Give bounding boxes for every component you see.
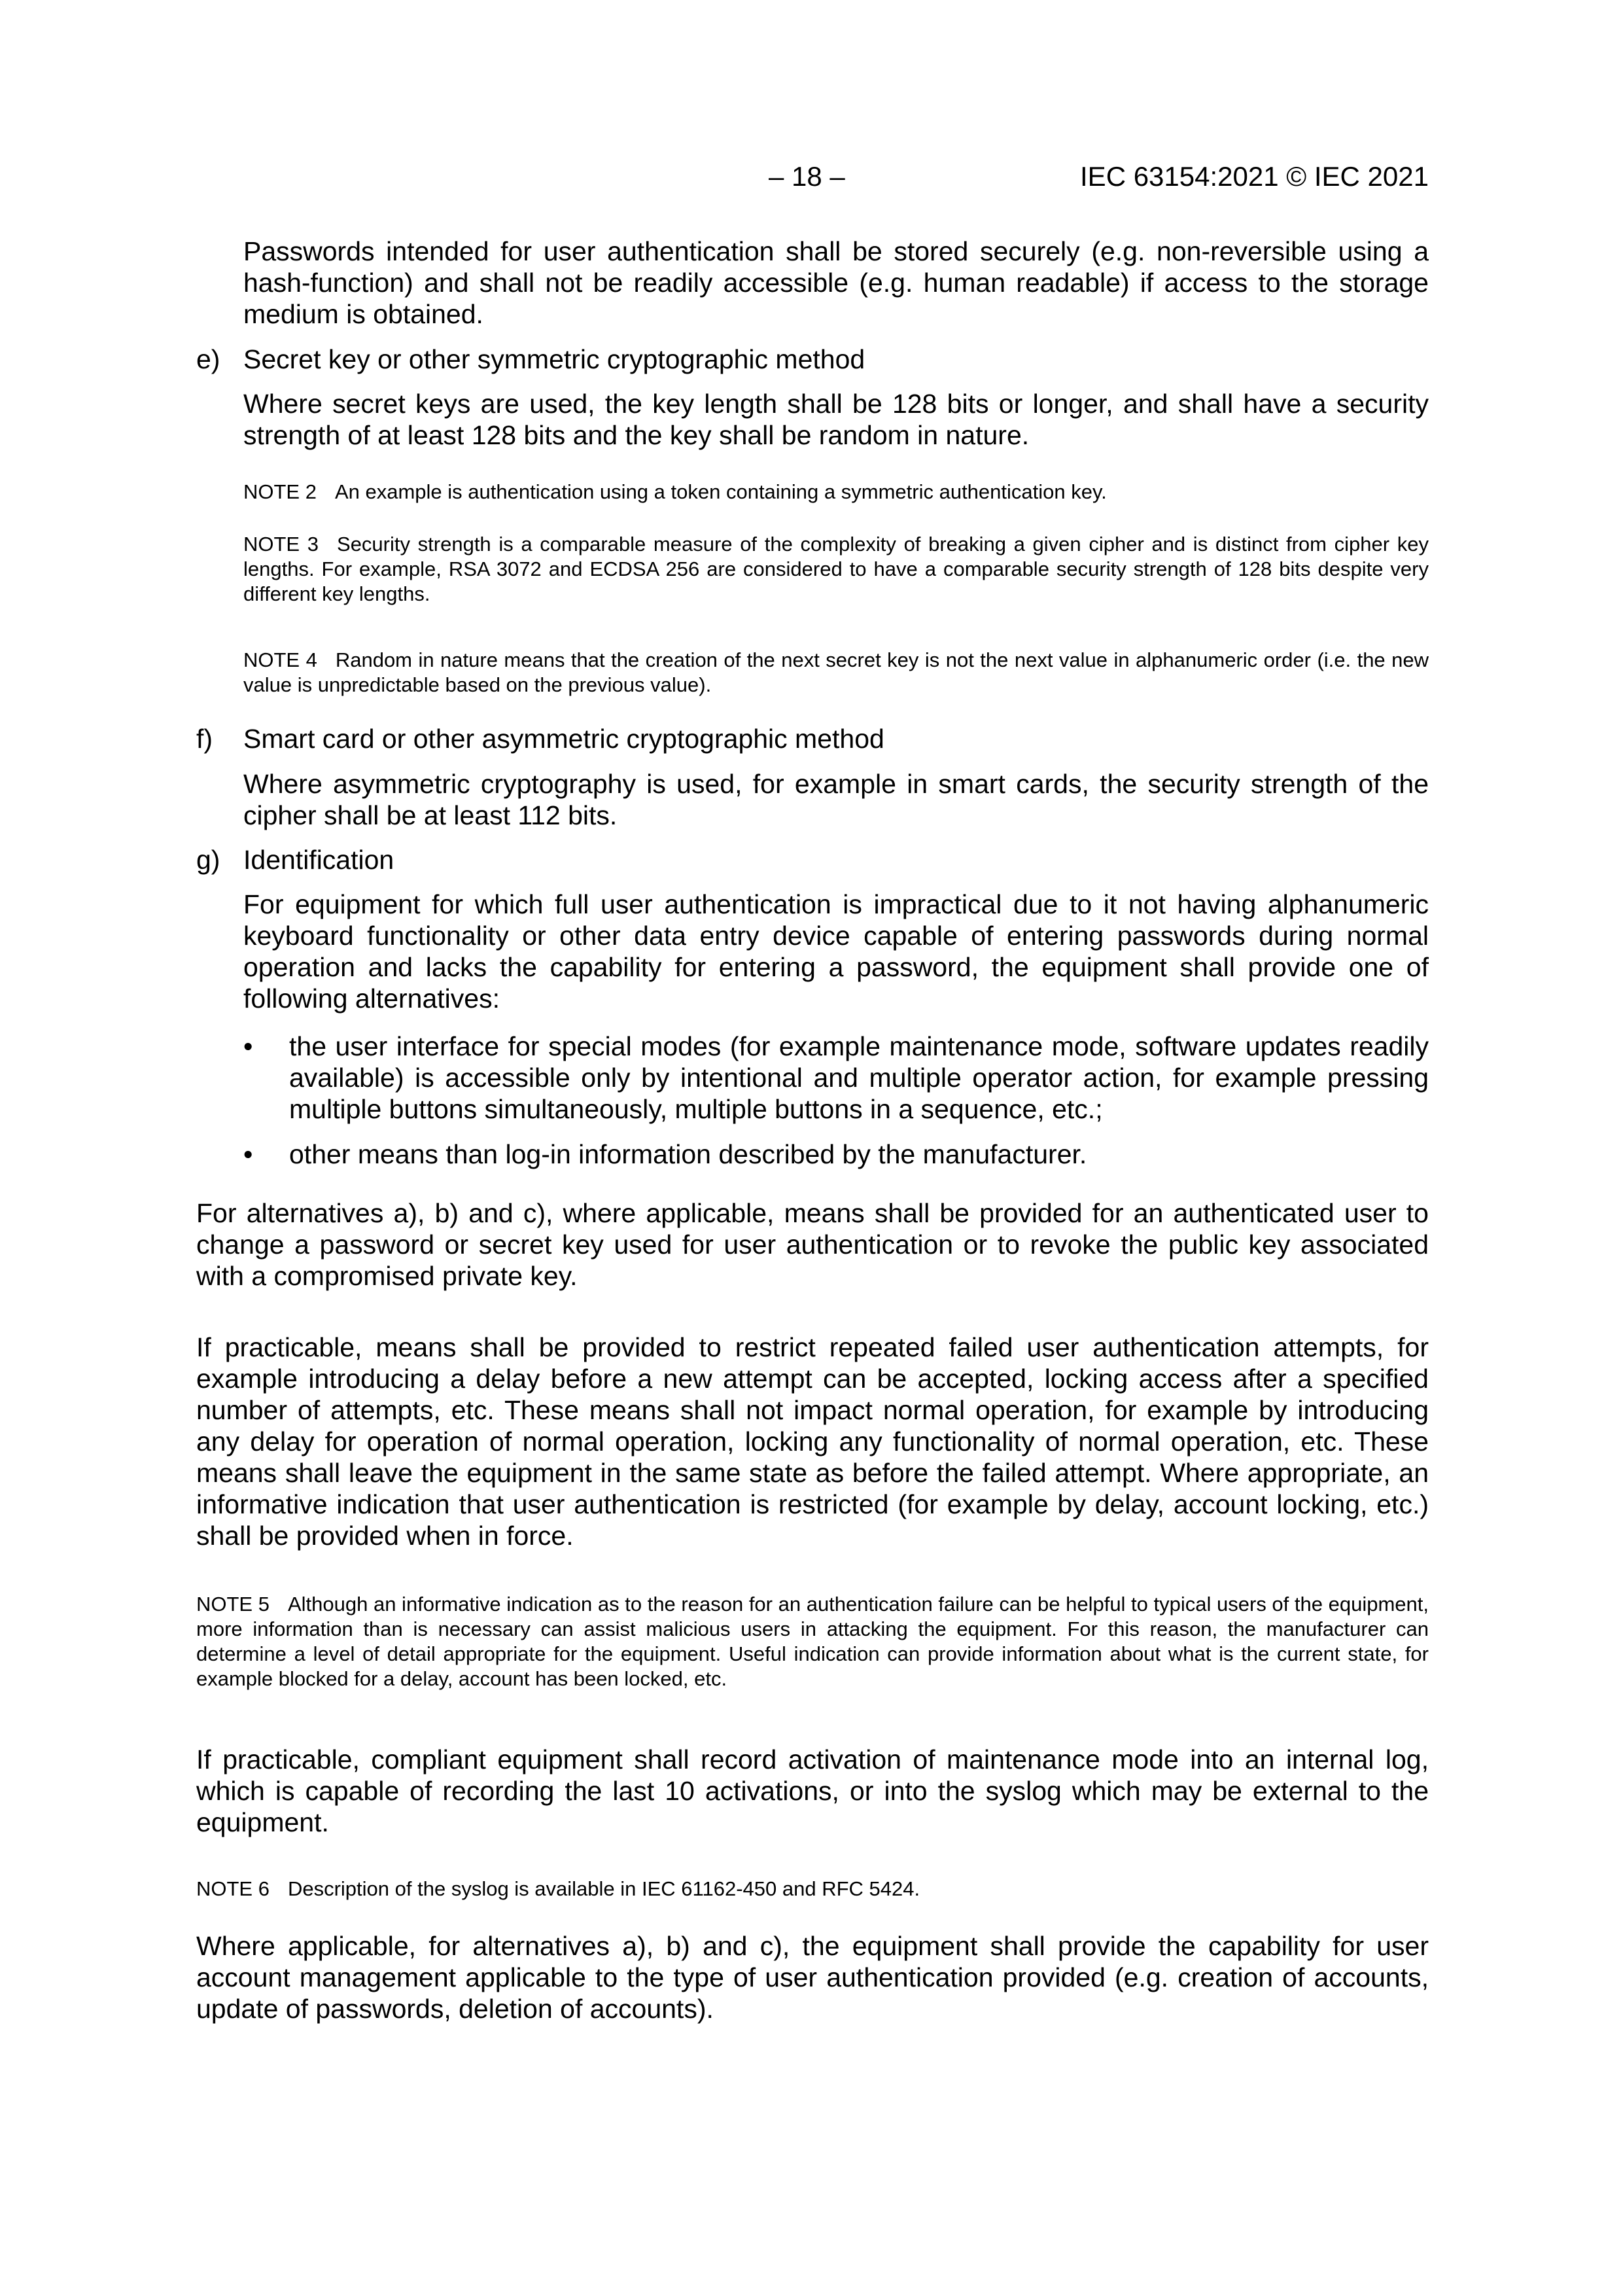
- bullet-icon: •: [243, 1139, 253, 1169]
- maintenance-log-paragraph: If practicable, compliant equipment shall record activation of maintenance mode into an internal log, which is capable of recording the last 10 activations, or into the syslog which may be external to the equipment.: [196, 1744, 1429, 1837]
- identification-paragraph: For equipment for which full user authentication is impractical due to it not having alphanumeric keyboard functionality or other data entry device capable of entering passwords during normal operation and lacks the capability for entering a password, the equipment shall provide one of following alternatives:: [243, 889, 1429, 1014]
- passwords-paragraph: Passwords intended for user authentication shall be stored securely (e.g. non-reversible using a hash-function) and shall not be readily accessible (e.g. human readable) if access to the storage medium is obtained.: [243, 236, 1429, 329]
- note-2-text: An example is authentication using a token containing a symmetric authentication key.: [334, 480, 1107, 503]
- note-5: [196, 1592, 1429, 1691]
- secret-key-paragraph: Where secret keys are used, the key length shall be 128 bits or longer, and shall have a security strength of at least 128 bits and the key shall be random in nature.: [243, 389, 1429, 450]
- note-3-label: NOTE 3: [243, 533, 319, 556]
- list-marker-e: e): [196, 344, 220, 374]
- note-2: [243, 480, 1429, 504]
- list-title-g: Identification: [243, 845, 394, 875]
- note-6-label: NOTE 6: [196, 1877, 270, 1900]
- note-4: [243, 648, 1429, 698]
- page-header: [196, 157, 1429, 196]
- bullet-icon: •: [243, 1031, 253, 1061]
- note-6-text: Description of the syslog is available in IEC 61162-450 and RFC 5424.: [287, 1877, 920, 1900]
- note-3: [243, 532, 1429, 607]
- page-number: – 18 –: [769, 161, 845, 192]
- note-4-label: NOTE 4: [243, 648, 317, 671]
- list-marker-f: f): [196, 724, 213, 754]
- note-5-text: Although an informative indication as to the reason for an authentication failure can be helpful to typical users of the equipment, more information than is necessary can assist malicious users in attacking the equipment. For this reason, the manufacturer can determine a level of detail appropriate for the equipment. Useful indication can provide information about what is the current state, for example blocked for a delay, account has been locked, etc.: [196, 1593, 1429, 1690]
- asymmetric-paragraph: Where asymmetric cryptography is used, for example in smart cards, the security strength of the cipher shall be at least 112 bits.: [243, 769, 1429, 830]
- bullet-text: the user interface for special modes (for example maintenance mode, software updates readily available) is accessible only by intentional and multiple operator action, for example pressing multiple buttons simultaneously, multiple buttons in a sequence, etc.;: [289, 1031, 1429, 1124]
- note-2-label: NOTE 2: [243, 480, 317, 503]
- note-5-label: NOTE 5: [196, 1593, 270, 1616]
- bullet-text: other means than log-in information described by the manufacturer.: [289, 1139, 1087, 1169]
- list-title-f: Smart card or other asymmetric cryptographic method: [243, 724, 884, 754]
- list-title-e: Secret key or other symmetric cryptographic method: [243, 344, 865, 374]
- alternatives-paragraph: For alternatives a), b) and c), where applicable, means shall be provided for an authenticated user to change a password or secret key used for user authentication or to revoke the public key associated with a compromised private key.: [196, 1198, 1429, 1291]
- failed-attempts-paragraph: If practicable, means shall be provided to restrict repeated failed user authentication attempts, for example introducing a delay before a new attempt can be accepted, locking access after a specified number of attempts, etc. These means shall not impact normal operation, for example by introducing any delay for operation of normal operation, locking any functionality of normal operation, etc. These means shall leave the equipment in the same state as before the failed attempt. Where appropriate, an informative indication that user authentication is restricted (for example by delay, account locking, etc.) shall be provided when in force.: [196, 1332, 1429, 1551]
- note-6: [196, 1877, 1429, 1901]
- note-4-text: Random in nature means that the creation of the next secret key is not the next value in alphanumeric order (i.e. the new value is unpredictable based on the previous value).: [243, 648, 1429, 696]
- account-management-paragraph: Where applicable, for alternatives a), b) and c), the equipment shall provide the capability for user account management applicable to the type of user authentication provided (e.g. creation of accounts, update of passwords, deletion of accounts).: [196, 1931, 1429, 2024]
- document-id: IEC 63154:2021 © IEC 2021: [1080, 161, 1429, 192]
- list-marker-g: g): [196, 845, 220, 875]
- note-3-text: Security strength is a comparable measure of the complexity of breaking a given cipher and is distinct from cipher key lengths. For example, RSA 3072 and ECDSA 256 are considered to have a comparable security strength of 128 bits despite very different key lengths.: [243, 533, 1429, 605]
